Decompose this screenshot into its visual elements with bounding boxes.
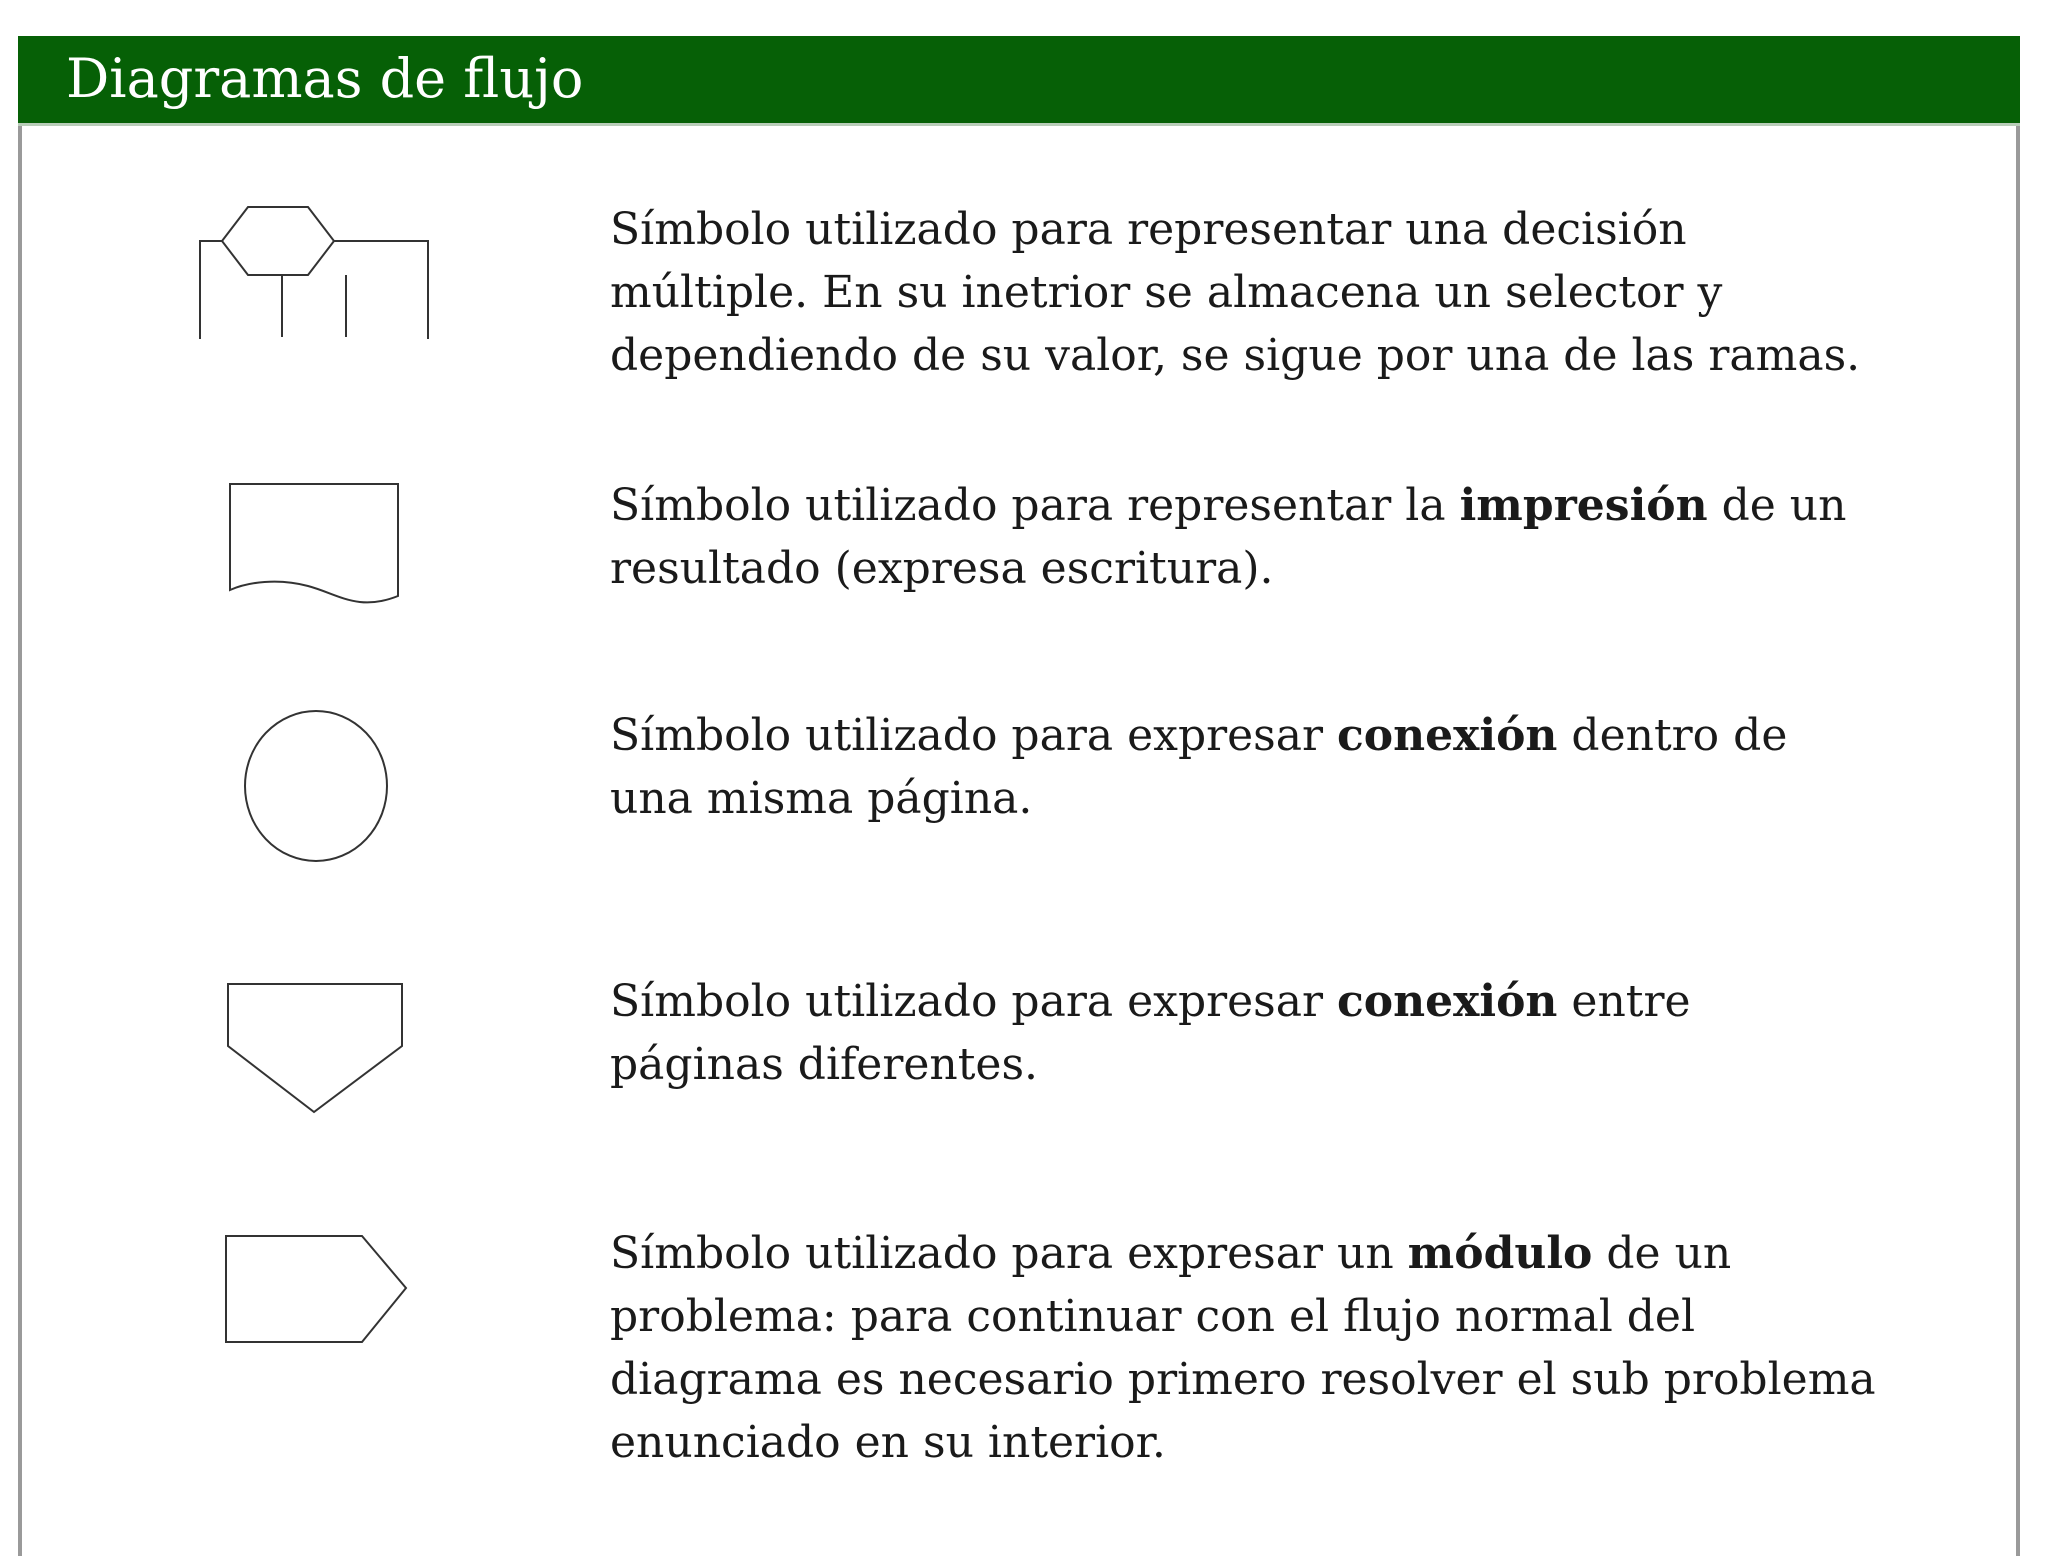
multiple-decision-symbol-icon <box>198 205 430 341</box>
symbol-description-5 <box>610 1222 1900 1474</box>
description-text: diagrama es necesario primero resolver el sub problema <box>610 1354 1876 1405</box>
description-text: una misma página. <box>610 773 1033 824</box>
description-line <box>610 704 1900 767</box>
description-line <box>610 970 1900 1033</box>
symbol-description-1 <box>610 198 1900 387</box>
description-text: enunciado en su interior. <box>610 1417 1166 1468</box>
symbol-description-3 <box>610 704 1900 830</box>
print-document-symbol-icon <box>228 482 400 606</box>
description-line <box>610 474 1900 537</box>
description-bold-text: conexión <box>1337 976 1558 1027</box>
slide-title: Diagramas de flujo <box>66 47 584 110</box>
description-line <box>610 261 1900 324</box>
off-page-connector-symbol-icon <box>226 982 404 1116</box>
symbol-description-2 <box>610 474 1900 600</box>
on-page-connector-symbol-icon <box>242 708 390 864</box>
description-text: Símbolo utilizado para representar la <box>610 480 1460 531</box>
description-text: Símbolo utilizado para representar una decisión <box>610 204 1687 255</box>
description-line <box>610 198 1900 261</box>
description-text: resultado (expresa escritura). <box>610 543 1274 594</box>
description-text: entre <box>1557 976 1691 1027</box>
description-line <box>610 324 1900 387</box>
description-text: dentro de <box>1557 710 1788 761</box>
description-text: problema: para continuar con el flujo normal del <box>610 1291 1696 1342</box>
description-text: múltiple. En su inetrior se almacena un selector y <box>610 267 1723 318</box>
description-line <box>610 1285 1900 1348</box>
description-text: de un <box>1707 480 1847 531</box>
description-text: de un <box>1592 1228 1732 1279</box>
description-line <box>610 1033 1900 1096</box>
description-line <box>610 1222 1900 1285</box>
title-bar <box>18 36 2020 126</box>
description-text: páginas diferentes. <box>610 1039 1039 1090</box>
module-symbol-icon <box>224 1234 408 1346</box>
description-line <box>610 1348 1900 1411</box>
description-text: Símbolo utilizado para expresar <box>610 976 1338 1027</box>
description-line <box>610 767 1900 830</box>
description-text: dependiendo de su valor, se sigue por una de las ramas. <box>610 330 1861 381</box>
description-bold-text: conexión <box>1337 710 1558 761</box>
description-line <box>610 1411 1900 1474</box>
description-bold-text: módulo <box>1407 1228 1593 1279</box>
description-line <box>610 537 1900 600</box>
description-bold-text: impresión <box>1459 480 1708 531</box>
description-text: Símbolo utilizado para expresar <box>610 710 1338 761</box>
symbol-description-4 <box>610 970 1900 1096</box>
description-text: Símbolo utilizado para expresar un <box>610 1228 1408 1279</box>
